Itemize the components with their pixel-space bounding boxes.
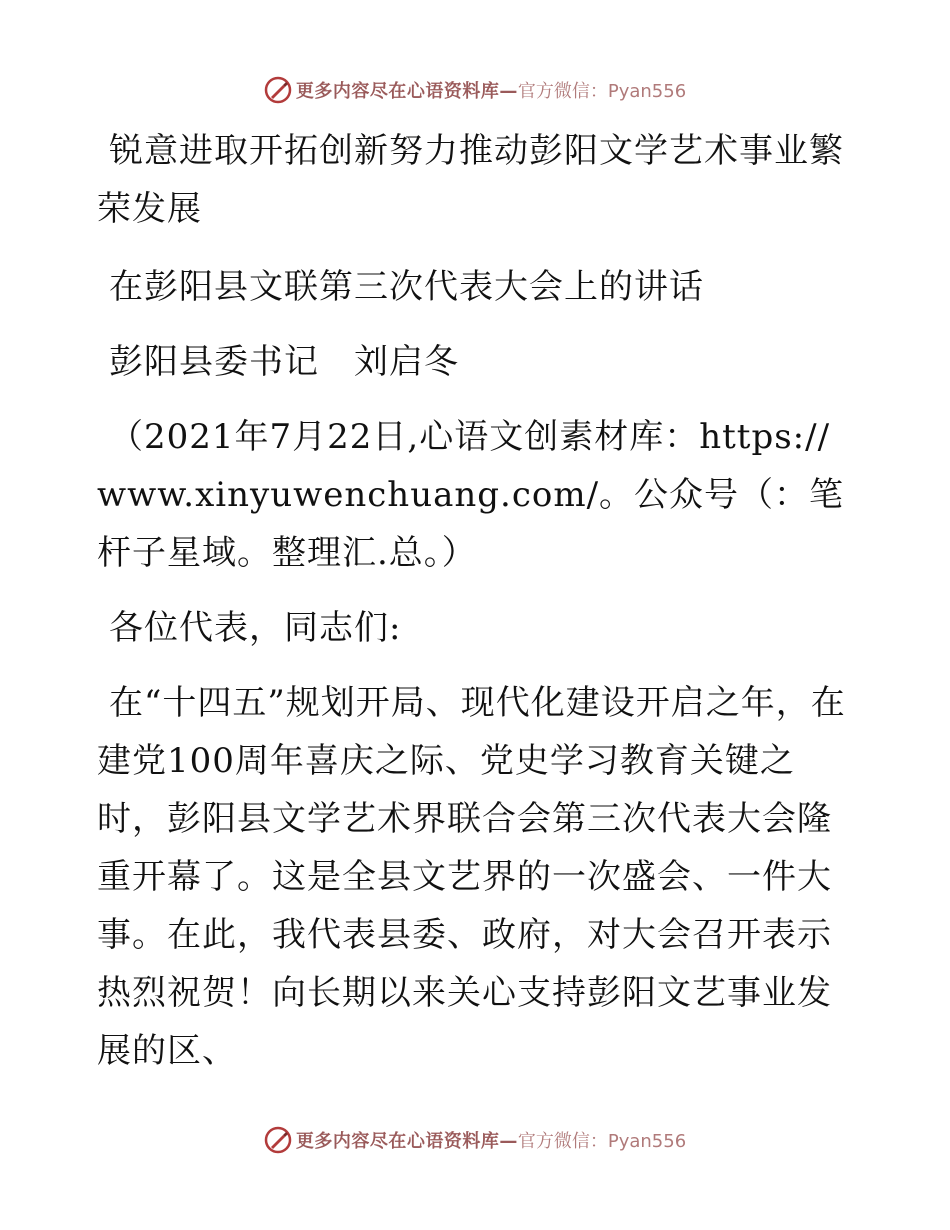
header-promo-text: 更多内容尽在心语资料库—	[295, 81, 518, 102]
footer-watermark	[0, 1120, 950, 1160]
document-paragraph: 在“十四五”规划开局、现代化建设开启之年，在建党100周年喜庆之际、党史学习教育关键之时，彭阳县文学艺术界联合会第三次代表大会隆重开幕了。这是全县文艺界的一次盛会、一件大事。在此，我代表县委、政府，对大会召开表示热烈祝贺！向长期以来关心支持彭阳文艺事业发展的区、	[97, 683, 846, 1071]
pen-logo-icon	[264, 1126, 292, 1154]
pen-logo-icon	[264, 76, 292, 104]
document-title: 锐意进取开拓创新努力推动彭阳文学艺术事业繁荣发展	[97, 131, 844, 229]
document-subtitle: 在彭阳县文联第三次代表大会上的讲话	[109, 267, 704, 307]
footer-promo-text: 更多内容尽在心语资料库—	[295, 1131, 518, 1152]
document-body	[97, 122, 857, 1097]
header-wechat-text: 官方微信：Pyan556	[517, 81, 687, 102]
document-author: 彭阳县委书记 刘启冬	[109, 342, 459, 382]
document-salutation: 各位代表，同志们:	[109, 608, 402, 648]
footer-wechat-text: 官方微信：Pyan556	[517, 1131, 687, 1152]
document-source-note: （2021年7月22日,心语文创素材库：https://www.xinyuwenchuang.com/。公众号（：笔杆子星域。整理汇.总。）	[97, 417, 845, 573]
header-watermark	[0, 70, 950, 110]
